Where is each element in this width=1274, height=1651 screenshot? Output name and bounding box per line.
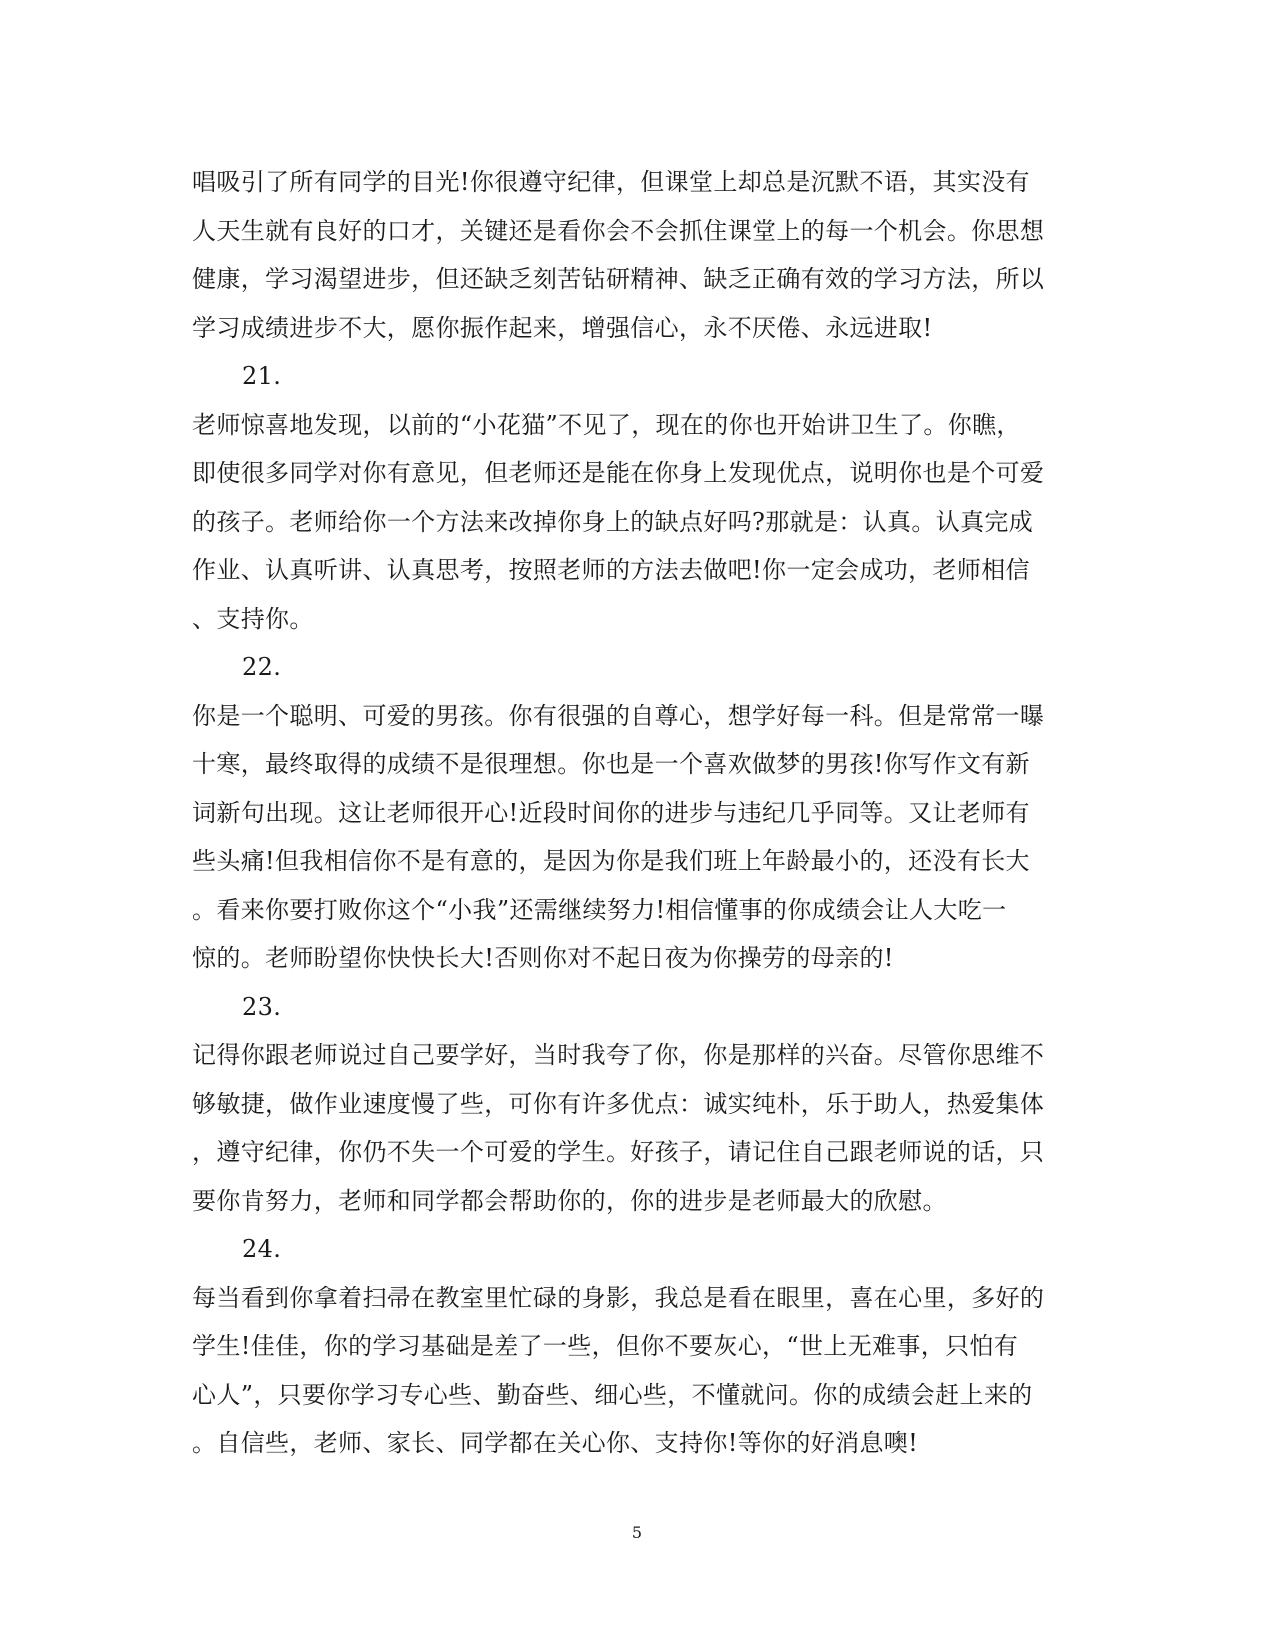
text-line: ，遵守纪律，你仍不失一个可爱的学生。好孩子，请记住自己跟老师说的话，只	[192, 1138, 1045, 1166]
text-line: 。看来你要打败你这个“小我”还需继续努力!相信懂事的你成绩会让人大吃一	[192, 895, 1007, 924]
item-number: 21.	[242, 362, 282, 390]
text-line: 的孩子。老师给你一个方法来改掉你身上的缺点好吗?那就是：认真。认真完成	[192, 507, 1034, 536]
text-line: 、支持你。	[192, 604, 314, 633]
text-line: 老师惊喜地发现，以前的“小花猫”不见了，现在的你也开始讲卫生了。你瞧，	[192, 410, 1021, 439]
text-line: 健康，学习渴望进步，但还缺乏刻苦钻研精神、缺乏正确有效的学习方法，所以	[192, 265, 1045, 293]
text-line: 些头痛!但我相信你不是有意的，是因为你是我们班上年龄最小的，还没有长大	[192, 847, 1030, 875]
item-number: 24.	[242, 1235, 282, 1263]
text-line: 。自信些，老师、家长、同学都在关心你、支持你!等你的好消息噢!	[192, 1429, 919, 1457]
page-number: 5	[631, 1523, 643, 1542]
document-body	[192, 158, 1072, 1468]
item-number: 22.	[242, 653, 282, 681]
text-line: 记得你跟老师说过自己要学好，当时我夸了你，你是那样的兴奋。尽管你思维不	[192, 1041, 1045, 1069]
text-line: 要你肯努力，老师和同学都会帮助你的，你的进步是老师最大的欣慰。	[192, 1186, 947, 1215]
text-line: 学习成绩进步不大，愿你振作起来，增强信心，永不厌倦、永远进取!	[192, 313, 933, 342]
text-line: 学生!佳佳，你的学习基础是差了一些，但你不要灰心，“世上无难事，只怕有	[192, 1332, 1019, 1360]
text-line: 人天生就有良好的口才，关键还是看你会不会抓住课堂上的每一个机会。你思想	[192, 216, 1045, 245]
text-line: 词新句出现。这让老师很开心!近段时间你的进步与违纪几乎同等。又让老师有	[192, 798, 1030, 827]
text-line: 即使很多同学对你有意见，但老师还是能在你身上发现优点，说明你也是个可爱	[192, 459, 1045, 487]
text-line: 唱吸引了所有同学的目光!你很遵守纪律，但课堂上却总是沉默不语，其实没有	[192, 168, 1030, 196]
text-line: 你是一个聪明、可爱的男孩。你有很强的自尊心，想学好每一科。但是常常一曝	[192, 701, 1045, 730]
text-line: 每当看到你拿着扫帚在教室里忙碌的身影，我总是看在眼里，喜在心里，多好的	[192, 1283, 1045, 1312]
text-line: 够敏捷，做作业速度慢了些，可你有许多优点：诚实纯朴，乐于助人，热爱集体	[192, 1089, 1045, 1118]
item-number: 23.	[242, 992, 282, 1021]
text-line: 惊的。老师盼望你快快长大!否则你对不起日夜为你操劳的母亲的!	[192, 944, 894, 972]
text-line: 作业、认真听讲、认真思考，按照老师的方法去做吧!你一定会成功，老师相信	[192, 556, 1030, 584]
text-line: 心人”，只要你学习专心些、勤奋些、细心些，不懂就问。你的成绩会赶上来的	[192, 1380, 1033, 1409]
text-line: 十寒，最终取得的成绩不是很理想。你也是一个喜欢做梦的男孩!你写作文有新	[192, 750, 1030, 778]
